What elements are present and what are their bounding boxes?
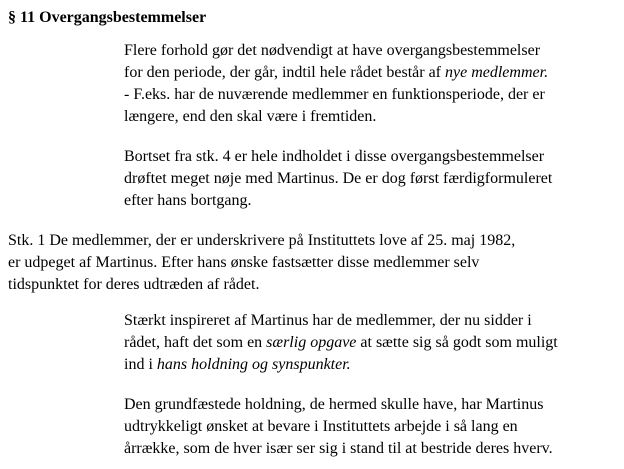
p1-line2: [124, 62, 548, 84]
p4-line3-italic: hans holdning og synspunkter.: [156, 356, 351, 373]
p5-line3: årrække, som de hver især ser sig i stand til at bestride deres hverv.: [124, 440, 553, 457]
p4-line1: Stærkt inspireret af Martinus har de medlemmer, der nu sidder i: [124, 312, 532, 329]
p1-line2-text: for den periode, der går, indtil hele rådet består af: [124, 64, 445, 81]
p1-line2-italic: nye medlemmer.: [445, 64, 549, 81]
p5-line1: Den grundfæstede holdning, de hermed skulle have, har Martinus: [124, 396, 544, 413]
p4-line2: [124, 332, 558, 354]
p4-line2-text-a: rådet, haft det som en: [124, 334, 267, 351]
p2-line3: efter hans bortgang.: [124, 192, 252, 209]
p1-line1: Flere forhold gør det nødvendigt at have overgangsbestemmelser: [124, 42, 541, 59]
p3-line2: er udpeget af Martinus. Efter hans ønske fastsætter disse medlemmer selv: [8, 254, 480, 271]
p1-line3: - F.eks. har de nuværende medlemmer en funktionsperiode, der er: [124, 86, 545, 103]
p2-line2: drøftet meget nøje med Martinus. De er dog først færdigformuleret: [124, 170, 553, 187]
p4-line2-text-c: at sætte sig så godt som muligt: [356, 334, 558, 351]
p3-line1: Stk. 1 De medlemmer, der er underskrivere på Instituttets love af 25. maj 1982,: [8, 232, 516, 249]
p2-line1: Bortset fra stk. 4 er hele indholdet i disse overgangsbestemmelser: [124, 148, 545, 165]
p4-line2-italic: særlig opgave: [266, 334, 357, 351]
p4-line3: [124, 354, 351, 376]
p3-line3: tidspunktet for deres udtræden af rådet.: [8, 276, 260, 293]
p5-line2: udtrykkeligt ønsket at bevare i Instituttets arbejde i så lang en: [124, 418, 518, 435]
section-heading: § 11 Overgangsbestemmelser: [8, 9, 207, 26]
p1-line4: længere, end den skal være i fremtiden.: [124, 108, 377, 125]
p4-line3-text: ind i: [124, 356, 157, 373]
